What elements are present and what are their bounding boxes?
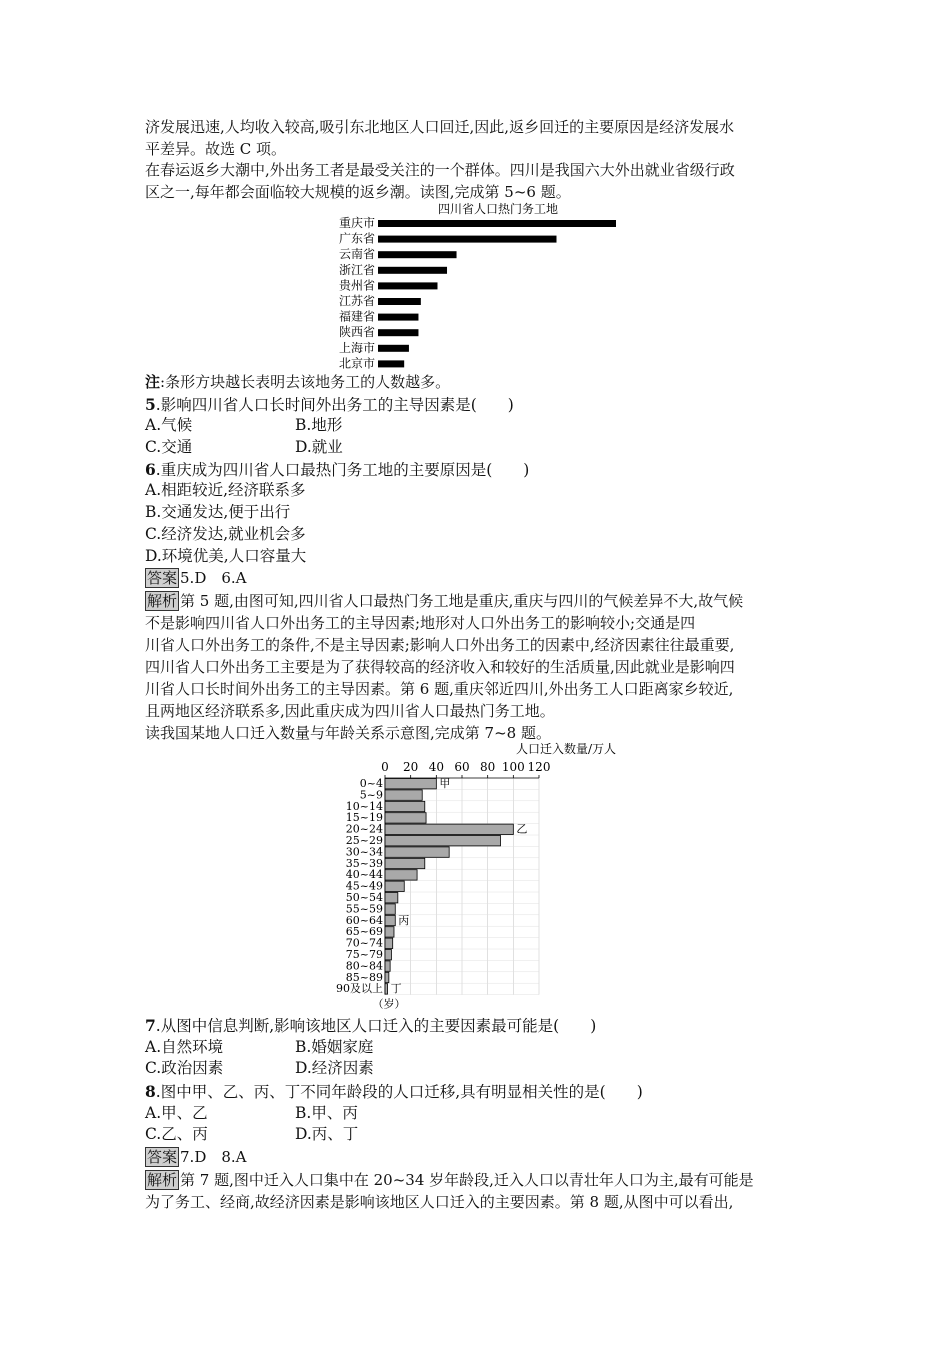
- answer-tag: 答案: [147, 569, 178, 587]
- age-label: 55~59: [345, 902, 383, 916]
- bar-35~39: [385, 858, 425, 868]
- explanation-line: 为了务工、经商,故经济因素是影响该地区人口迁入的主要因素。第 8 题,从图中可以看出,: [145, 1193, 734, 1211]
- question-6-number: 6: [145, 460, 156, 479]
- q8-option-d[interactable]: D.丙、丁: [295, 1125, 359, 1143]
- bar-上海市: [378, 345, 409, 352]
- question-8-text: .图中甲、乙、丙、丁不同年龄段的人口迁移,具有明显相关性的是( ): [155, 1083, 643, 1101]
- x-tick-label: 100: [501, 760, 525, 774]
- annotation-label: 丁: [390, 982, 402, 996]
- bar-80~84: [385, 961, 390, 971]
- question-6: [145, 459, 529, 481]
- age-label: 5~9: [359, 788, 383, 802]
- question-8-number: 8: [145, 1082, 156, 1101]
- explanation-7-8: [145, 1170, 754, 1191]
- intro-line-2: 平差异。故选 C 项。: [145, 140, 287, 158]
- bar-福建省: [378, 314, 418, 321]
- bar-浙江省: [378, 267, 447, 274]
- bar-15~19: [385, 813, 426, 823]
- category-label: 云南省: [338, 247, 375, 262]
- question-7: [145, 1015, 596, 1037]
- q6-option-c[interactable]: C.经济发达,就业机会多: [145, 525, 306, 543]
- age-label: 10~14: [345, 799, 383, 813]
- y-axis-unit: （岁）: [372, 997, 406, 1011]
- q6-option-a[interactable]: A.相距较近,经济联系多: [145, 481, 306, 499]
- explanation-line: 四川省人口外出务工主要是为了获得较高的经济收入和较好的生活质量,因此就业是影响四: [145, 658, 735, 676]
- category-label: 江苏省: [338, 294, 375, 308]
- x-tick-label: 0: [381, 760, 389, 774]
- note-text: :条形方块越长表明去该地务工的人数越多。: [160, 373, 451, 391]
- explanation-line: 不是影响四川省人口外出务工的主导因素;地形对人口外出务工的影响较小;交通是四: [145, 614, 696, 632]
- age-label: 0~4: [359, 777, 383, 790]
- age-label: 40~44: [345, 868, 383, 882]
- bar-30~34: [385, 847, 449, 857]
- explanation-line: 且两地区经济联系多,因此重庆成为四川省人口最热门务工地。: [145, 702, 555, 720]
- bar-0~4: [385, 779, 436, 789]
- x-tick-label: 20: [403, 760, 419, 774]
- bar-陕西省: [378, 329, 418, 336]
- q7-option-a[interactable]: A.自然环境: [145, 1038, 224, 1056]
- age-label: 75~79: [345, 948, 383, 961]
- q8-option-b[interactable]: B.甲、丙: [295, 1104, 358, 1122]
- category-label: 陕西省: [338, 325, 375, 340]
- age-label: 90及以上: [336, 982, 383, 996]
- workplace-bar-chart: [320, 200, 640, 372]
- q7-option-d[interactable]: D.经济因素: [295, 1059, 374, 1077]
- intro-line-3: 在春运返乡大潮中,外出务工者是最受关注的一个群体。四川是我国六大外出就业省级行政: [145, 161, 735, 179]
- age-label: 85~89: [345, 970, 383, 984]
- category-label: 上海市: [338, 340, 375, 355]
- x-tick-label: 60: [454, 760, 470, 774]
- migration-age-bar-chart: [320, 740, 640, 1015]
- q5-option-d[interactable]: D.就业: [295, 438, 343, 456]
- bar-85~89: [385, 972, 389, 982]
- answer-text: 7.D 8.A: [180, 1148, 247, 1166]
- question-8: [145, 1081, 643, 1103]
- age-label: 65~69: [345, 925, 383, 939]
- bar-60~64: [385, 915, 395, 925]
- x-tick-label: 80: [480, 760, 496, 774]
- question-5-number: 5: [145, 395, 156, 414]
- q5-option-b[interactable]: B.地形: [295, 416, 343, 434]
- category-label: 贵州省: [338, 278, 375, 293]
- age-label: 70~74: [345, 936, 383, 950]
- bar-90及以上: [385, 984, 388, 994]
- age-label: 80~84: [345, 959, 383, 973]
- bar-70~74: [385, 938, 393, 948]
- age-label: 30~34: [345, 845, 383, 859]
- q6-option-d[interactable]: D.环境优美,人口容量大: [145, 547, 307, 565]
- annotation-label: 丙: [398, 913, 410, 927]
- explanation-tag: 解析: [147, 592, 178, 610]
- age-label: 50~54: [345, 891, 383, 904]
- note-label: 注: [145, 373, 161, 391]
- explanation-line: 川省人口长时间外出务工的主导因素。第 6 题,重庆邻近四川,外出务工人口距离家乡较近,: [145, 680, 734, 698]
- x-tick-label: 120: [527, 760, 551, 774]
- category-label: 福建省: [338, 309, 375, 324]
- bar-广东省: [378, 236, 557, 243]
- bar-20~24: [385, 824, 513, 834]
- explanation-line: 川省人口外出务工的条件,不是主导因素;影响人口外出务工的因素中,经济因素往往最重要,: [145, 636, 735, 654]
- bar-50~54: [385, 893, 398, 903]
- question-7-number: 7: [145, 1016, 156, 1035]
- q7-option-c[interactable]: C.政治因素: [145, 1059, 224, 1077]
- bar-贵州省: [378, 282, 438, 289]
- q8-option-a[interactable]: A.甲、乙: [145, 1104, 208, 1122]
- q7-option-b[interactable]: B.婚姻家庭: [295, 1038, 374, 1056]
- bar-北京市: [378, 360, 404, 367]
- bar-55~59: [385, 904, 395, 914]
- intro-line-1: 济发展迅速,人均收入较高,吸引东北地区人口回迁,因此,返乡回迁的主要原因是经济发展水: [145, 118, 735, 136]
- chart-title: 人口迁入数量/万人: [515, 742, 617, 756]
- answer-text: 5.D 6.A: [180, 569, 247, 587]
- bar-45~49: [385, 881, 404, 891]
- annotation-label: 甲: [439, 777, 451, 790]
- bar-江苏省: [378, 298, 421, 305]
- bar-云南省: [378, 251, 457, 258]
- question-5-text: .影响四川省人口长时间外出务工的主导因素是( ): [155, 396, 514, 414]
- question-5: [145, 394, 514, 416]
- category-label: 浙江省: [338, 262, 375, 277]
- age-label: 60~64: [345, 913, 383, 927]
- bar-重庆市: [378, 220, 616, 227]
- bar-10~14: [385, 801, 425, 811]
- q5-option-a[interactable]: A.气候: [145, 416, 193, 434]
- explanation-line: 第 5 题,由图可知,四川省人口最热门务工地是重庆,重庆与四川的气候差异不大,故气候: [180, 592, 744, 610]
- category-label: 北京市: [338, 356, 375, 371]
- explanation-5-6: [145, 591, 743, 612]
- intro-7-8: 读我国某地人口迁入数量与年龄关系示意图,完成第 7~8 题。: [145, 724, 551, 742]
- bar-40~44: [385, 870, 417, 880]
- intro-line-4: 区之一,每年都会面临较大规模的返乡潮。读图,完成第 5~6 题。: [145, 183, 571, 201]
- q5-option-c[interactable]: C.交通: [145, 438, 193, 456]
- chart-title: 四川省人口热门务工地: [437, 202, 559, 216]
- age-label: 20~24: [345, 822, 383, 836]
- bar-65~69: [385, 927, 394, 937]
- age-label: 25~29: [345, 834, 383, 847]
- category-label: 重庆市: [338, 216, 375, 230]
- chart1-note: [145, 372, 450, 393]
- age-label: 45~49: [345, 879, 383, 893]
- bar-25~29: [385, 836, 501, 846]
- age-label: 35~39: [345, 856, 383, 870]
- answer-tag: 答案: [147, 1148, 178, 1166]
- explanation-line: 第 7 题,图中迁入人口集中在 20~34 岁年龄段,迁入人口以青壮年人口为主,最有可能是: [180, 1171, 754, 1189]
- bar-5~9: [385, 790, 422, 800]
- bar-75~79: [385, 950, 391, 960]
- question-7-text: .从图中信息判断,影响该地区人口迁入的主要因素最可能是( ): [155, 1017, 597, 1035]
- explanation-tag: 解析: [147, 1171, 178, 1189]
- category-label: 广东省: [338, 231, 375, 246]
- q8-option-c[interactable]: C.乙、丙: [145, 1125, 208, 1143]
- annotation-label: 乙: [516, 822, 528, 836]
- q6-option-b[interactable]: B.交通发达,便于出行: [145, 503, 291, 521]
- x-tick-label: 40: [428, 760, 444, 774]
- question-6-text: .重庆成为四川省人口最热门务工地的主要原因是( ): [155, 461, 530, 479]
- answer-5-6: [145, 568, 247, 589]
- age-label: 15~19: [345, 811, 383, 825]
- answer-7-8: [145, 1147, 247, 1168]
